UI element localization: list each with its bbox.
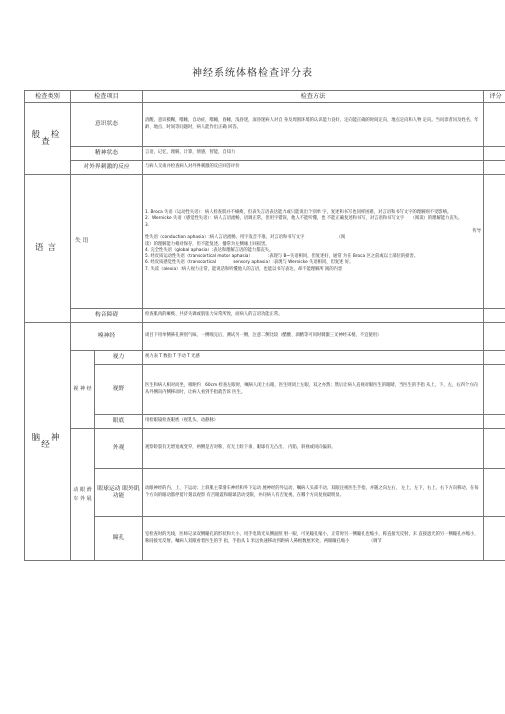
aphasia-line: 7. 失读（alexia）:病人视力正常，能说话和听懂他人的言语，也能以书写表达，却不能理解所 阅的内容 [145, 266, 343, 272]
item-label: 构音障碍 [71, 309, 143, 323]
table-row [25, 147, 505, 161]
score-cell[interactable] [484, 429, 505, 469]
subitem-label: 视野 [95, 365, 143, 415]
category-cranial: 脑 神 经 [25, 323, 71, 561]
score-cell[interactable] [484, 469, 505, 517]
table-row [25, 351, 505, 365]
header-item: 检查项目 [71, 91, 143, 103]
evaluation-table [24, 90, 505, 561]
score-cell[interactable] [484, 323, 505, 351]
item-label: 对外界刺激的反应 [71, 161, 143, 175]
method-text: 与病人交谈并检查病人对外界刺激的反应回答评价 [143, 161, 484, 175]
table-row [25, 175, 505, 309]
category-general: 般 检 查 [25, 103, 71, 175]
method-text: 观察睑裂有无增宽或变窄，两侧是否对称，有无上睑下垂，眼球有无凸出、 内陷，斜视或同向偏斜。 [143, 429, 484, 469]
item-label: 动 眼 滑 车 外 展 [71, 429, 95, 561]
score-cell[interactable] [484, 147, 505, 161]
item-label: 精神状态 [71, 147, 143, 161]
subitem-label: 视力 [95, 351, 143, 365]
item-label: 嗅神经 [71, 323, 143, 351]
table-row [25, 323, 505, 351]
method-text: 视力表 T 数指 T 手动 T 光感 [143, 351, 484, 365]
table-row [25, 429, 505, 469]
item-label: 意识状态 [71, 103, 143, 147]
aphasia-line: 读）的理解能力相对保存，但不能复述，播常为左侧缘上回损害。 [145, 241, 270, 247]
aphasia-line: 性失语（conduction aphasia）:病人言语流畅，用字发音不准，对言语和书写文字 （阅 [145, 235, 346, 241]
method-text: 用检眼镜检查眼底（视乳头、动静脉） [143, 415, 484, 429]
header-category: 检查类别 [25, 91, 71, 103]
score-cell[interactable] [484, 103, 505, 147]
method-text: 检查肌肉的瘫痪、共济失调或肌张力异常所致，而病人的言语功能正常。 [143, 309, 484, 323]
method-text: 清醒，意识模糊，嗜睡，自动症，嗜睡，昏睡，浅昏迷，深昏迷病人对自 身及周围环境的认识能力良好，定向能正确的时间定向、地点定向和人物 定向。当问诊者问及姓名、年龄、地点、时间等问题时，病人能作出正确 回答。 [143, 103, 484, 147]
item-label: 视 神 经 [71, 351, 95, 429]
method-text: 言语，记忆，理解，计算，情感，智能，自知力 [143, 147, 484, 161]
aphasia-line: 2．Wernicke 失语（感觉性失语）：病人言语流畅，语调正常，但用字错误，他人不能听懂，也 不能正确复述和书写，对言语和书写文字 （阅读）的理解能力丧失。 [145, 216, 463, 222]
method-text: 闭目下用单侧鼻孔辨别气味，一侧嗅完后，测试另一侧，注意二侧比较（醋酸、酒精等可同时刺激三叉神经末梢，不宜使用） [143, 323, 484, 351]
aphasia-line: 1. Broca 失语（运动性失语）：病人检查肌并不瘫痪，但表失言语表达能力或只能说出个别单 字，复述和书写也同样困难，对言语和书写文字的理解则不受影响。 [145, 210, 452, 216]
header-score: 评分 [484, 91, 505, 103]
method-text: 医生和病人相对而坐，相距约 60cm 检查左眼时，嘱病人闭上右眼，医生则闭上左眼，双之亦然；然后让病人直视对眼医生的眼睛，当医生的手指 从上，下，左，右四个方向从外侧向内侧移动时，让病人看到手指就告诉 医生。 [143, 365, 484, 415]
aphasia-line: 4. 完全性失语（global aphasia）:表达和理解言语的能力都丧失。 [145, 247, 274, 253]
method-text: 动眼神经的内，上，下运动；上斜肌主掌滑车神经和外下运动 展神经的外运动，嘱病人头部不动，双眼注视医生手指，并随之向左右， 左上，左下，右上，右下方向移动，在每个方向的眼动都停留片刻以观察 有否眼震和眼球活动受限，并问病人有否复视，在哪个方向复视最明显。 [143, 469, 484, 517]
category-language: 语言 [25, 175, 71, 323]
table-row [25, 103, 505, 147]
aphasia-line: 3. [145, 222, 150, 228]
score-cell[interactable] [484, 517, 505, 561]
score-cell[interactable] [484, 365, 505, 415]
page-title: 神经系统体格检查评分表 [192, 68, 313, 79]
table-row [25, 517, 505, 561]
item-label: 失 语 [71, 175, 143, 309]
subitem-label: 眼底 [95, 415, 143, 429]
header-row [25, 91, 505, 103]
method-text [143, 175, 484, 309]
subitem-label: 外观 [95, 429, 143, 469]
score-cell[interactable] [484, 161, 505, 175]
aphasia-line: 5. 经皮质运动性失语（transcortical motor aphasia） :表现与 B~失语相同，但复述好，通常 为在 Broca 区之前或以上部位的损害。 [145, 254, 419, 260]
score-cell[interactable] [484, 351, 505, 365]
table-row [25, 469, 505, 517]
subitem-label: 瞳孔 [95, 517, 143, 561]
table-row [25, 309, 505, 323]
table-row [25, 365, 505, 415]
score-cell[interactable] [484, 175, 505, 309]
score-cell[interactable] [484, 309, 505, 323]
table-row [25, 161, 505, 175]
table-row [25, 415, 505, 429]
method-text: 室检查时的光线，医师记录双侧瞳孔的形状和大小，用手电筒光从侧面照 射一眼，可见瞳孔缩小，正常时另一侧瞳孔也缩小，称直接光反射，未 直接遮光的另一侧瞳孔亦缩小，称间接光反射。嘱病人双眼看着医生的手 指，手指从 1 米远快速移动到距病人鼻根数厘米处，两眼瞳孔缩小 （调节 [143, 517, 484, 561]
aphasia-line: 传导 [472, 228, 481, 234]
score-cell[interactable] [484, 415, 505, 429]
subitem-label: 眼球运动 眼外肌功能 [95, 469, 143, 517]
header-method: 检查方法 [143, 91, 484, 103]
aphasia-line: 6. 经皮质感觉性失语（transcortical sensory aphasia）:表现与 Wernicke 失语相同，但复述 好。 [145, 260, 354, 266]
